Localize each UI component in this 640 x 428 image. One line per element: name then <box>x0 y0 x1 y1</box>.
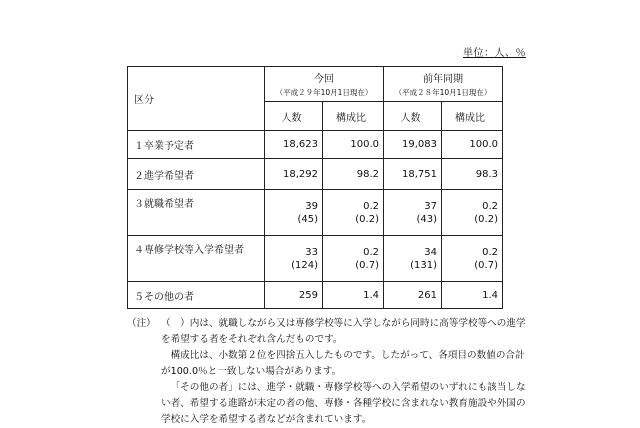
current-count-header: 人数 <box>265 102 323 131</box>
table-row <box>128 159 503 190</box>
note-paragraph: （ ）内は、就職しながら又は専修学校等に入学しながら同時に高等学校等への進学を希望する者をそれぞれ含んだものです。 <box>161 318 526 345</box>
current-group-header <box>265 67 384 102</box>
current-ratio: 98.2 <box>323 159 384 190</box>
current-count-paren: (124) <box>291 259 318 271</box>
current-count <box>265 236 323 282</box>
current-ratio-main: 0.2 <box>363 200 379 212</box>
previous-count-header: 人数 <box>384 102 442 131</box>
current-ratio: 1.4 <box>323 282 384 309</box>
unit-label: 単位：人、％ <box>463 48 526 59</box>
current-count-main: 33 <box>305 246 318 258</box>
current-count: 259 <box>265 282 323 309</box>
previous-count <box>384 236 442 282</box>
table-row <box>128 282 503 309</box>
current-count-main: 39 <box>305 200 318 212</box>
row-label: ４専修学校等入学希望者 <box>128 236 265 282</box>
current-ratio-header: 構成比 <box>323 102 384 131</box>
current-ratio-main: 0.2 <box>363 246 379 258</box>
note-paragraph: 「その他の者」には、進学・就職・専修学校等への入学希望のいずれにも該当しない者、希望する進路が未定の者の他、専修・各種学校に含まれない教育施設や外国の学校に入学を希望する者などが含まれています。 <box>161 382 526 425</box>
previous-count-main: 34 <box>424 246 437 258</box>
previous-subtitle: （平成２８年10月1日現在） <box>394 88 492 97</box>
current-ratio <box>323 236 384 282</box>
previous-title: 前年同期 <box>423 74 463 85</box>
row-label: １卒業予定者 <box>128 131 265 159</box>
row-label: ３就職希望者 <box>128 190 265 236</box>
current-ratio <box>323 190 384 236</box>
current-count: 18,292 <box>265 159 323 190</box>
student-course-table <box>127 66 503 309</box>
previous-count-main: 37 <box>424 200 437 212</box>
current-ratio-paren: (0.7) <box>355 259 379 271</box>
current-ratio-paren: (0.2) <box>355 213 379 225</box>
previous-count-paren: (131) <box>410 259 437 271</box>
note-body <box>161 316 527 428</box>
category-header: 区分 <box>128 67 265 131</box>
footnotes <box>127 316 527 428</box>
previous-group-header <box>384 67 503 102</box>
previous-ratio-main: 0.2 <box>482 246 498 258</box>
previous-count: 18,751 <box>384 159 442 190</box>
note-paragraph: 構成比は、小数第２位を四捨五入したものです。したがって、各項目の数値の合計が100.0％と一致しない場合があります。 <box>161 350 525 377</box>
current-count: 18,623 <box>265 131 323 159</box>
current-count <box>265 190 323 236</box>
previous-ratio: 1.4 <box>442 282 503 309</box>
previous-ratio <box>442 236 503 282</box>
previous-ratio-main: 0.2 <box>482 200 498 212</box>
current-title: 今回 <box>314 74 334 85</box>
previous-count: 261 <box>384 282 442 309</box>
previous-ratio-header: 構成比 <box>442 102 503 131</box>
table-row <box>128 131 503 159</box>
previous-count <box>384 190 442 236</box>
row-label: ２進学希望者 <box>128 159 265 190</box>
row-label: ５その他の者 <box>128 282 265 309</box>
previous-count: 19,083 <box>384 131 442 159</box>
current-count-paren: (45) <box>297 213 318 225</box>
table-row <box>128 190 503 236</box>
table-header-row <box>128 67 503 102</box>
previous-ratio-paren: (0.7) <box>474 259 498 271</box>
previous-count-paren: (43) <box>416 213 437 225</box>
current-ratio: 100.0 <box>323 131 384 159</box>
note-tag: （注） <box>127 318 156 329</box>
table-row <box>128 236 503 282</box>
previous-ratio-paren: (0.2) <box>474 213 498 225</box>
previous-ratio: 100.0 <box>442 131 503 159</box>
previous-ratio <box>442 190 503 236</box>
current-subtitle: （平成２９年10月1日現在） <box>275 88 373 97</box>
previous-ratio: 98.3 <box>442 159 503 190</box>
